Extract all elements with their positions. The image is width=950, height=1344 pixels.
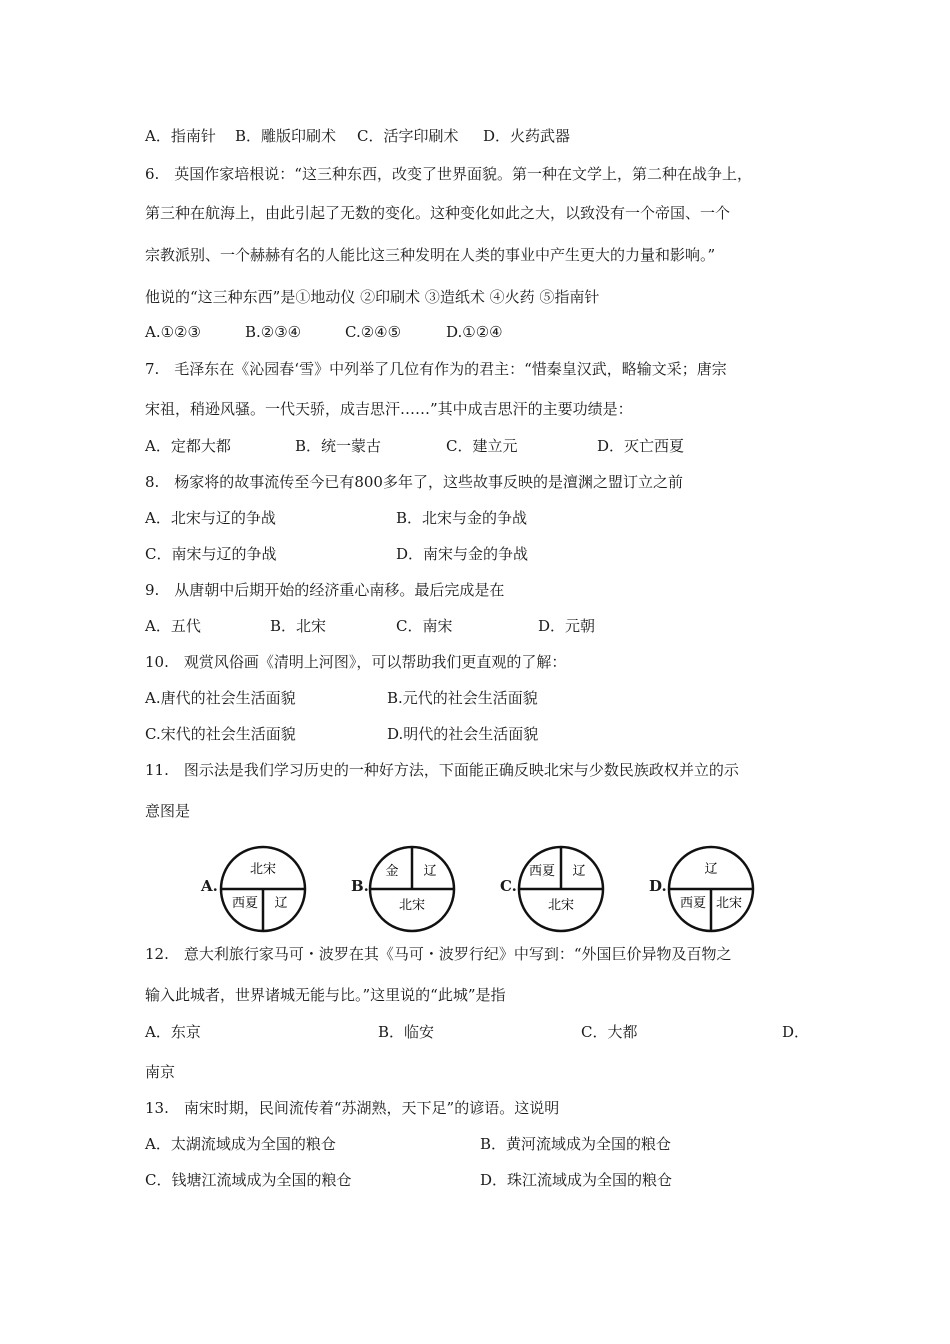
diagram-d-region-bottom-left: 西夏 bbox=[679, 896, 707, 911]
diagram-c-region-top-right: 辽 bbox=[572, 864, 586, 879]
q6-option-d: D.①②④ bbox=[446, 323, 503, 341]
q12-option-b: B．临安 bbox=[378, 1023, 435, 1041]
q8-option-d: D．南宋与金的争战 bbox=[396, 545, 529, 563]
q13-option-a: A．太湖流域成为全国的粮仓 bbox=[145, 1135, 336, 1153]
q12-stem-line-1: 12. 意大利旅行家马可・波罗在其《马可・波罗行纪》中写到：“外国巨价异物及百物之 bbox=[145, 945, 732, 963]
q10-option-a: A.唐代的社会生活面貌 bbox=[145, 689, 296, 707]
diagram-a-region-top: 北宋 bbox=[249, 862, 277, 877]
q8-option-a: A．北宋与辽的争战 bbox=[145, 509, 276, 527]
diagram-b-letter: B. bbox=[351, 877, 369, 895]
diagram-d bbox=[667, 845, 755, 933]
q9-stem: 9. 从唐朝中后期开始的经济重心南移。最后完成是在 bbox=[145, 581, 505, 599]
diagram-b-region-top-left: 金 bbox=[385, 864, 399, 879]
q12-option-d-wrap: 南京 bbox=[145, 1063, 176, 1081]
diagram-c-region-bottom: 北宋 bbox=[547, 898, 575, 913]
q5-option-a: A．指南针 bbox=[145, 127, 216, 145]
q8-option-b: B．北宋与金的争战 bbox=[396, 509, 528, 527]
q5-option-d: D．火药武器 bbox=[483, 127, 571, 145]
q7-option-b: B．统一蒙古 bbox=[295, 437, 382, 455]
q13-option-b: B．黄河流域成为全国的粮仓 bbox=[480, 1135, 672, 1153]
q6-option-b: B.②③④ bbox=[245, 323, 302, 341]
q7-stem-line-1: 7. 毛泽东在《沁园春‘雪》中列举了几位有作为的君主：“惜秦皇汉武，略输文采；唐宗 bbox=[145, 360, 727, 378]
q7-option-c: C．建立元 bbox=[446, 437, 518, 455]
q13-stem: 13. 南宋时期，民间流传着“苏湖熟，天下足”的谚语。这说明 bbox=[145, 1099, 560, 1117]
q11-stem-line-2: 意图是 bbox=[145, 802, 191, 820]
q12-option-a: A．东京 bbox=[145, 1023, 201, 1041]
q12-option-c: C．大都 bbox=[581, 1023, 638, 1041]
diagram-c bbox=[517, 845, 605, 933]
q6-stem-line-1: 6. 英国作家培根说：“这三种东西，改变了世界面貌。第一种在文学上，第二种在战争上， bbox=[145, 165, 752, 183]
q10-option-b: B.元代的社会生活面貌 bbox=[387, 689, 538, 707]
diagram-a-region-bottom-right: 辽 bbox=[274, 896, 288, 911]
q6-stem-line-2: 第三种在航海上，由此引起了无数的变化。这种变化如此之大，以致没有一个帝国、一个 bbox=[145, 204, 731, 222]
q11-stem-line-1: 11. 图示法是我们学习历史的一种好方法，下面能正确反映北宋与少数民族政权并立的示 bbox=[145, 761, 739, 779]
q6-option-c: C.②④⑤ bbox=[345, 323, 402, 341]
q9-option-d: D．元朝 bbox=[538, 617, 596, 635]
q9-option-a: A．五代 bbox=[145, 617, 201, 635]
diagram-b-region-bottom: 北宋 bbox=[398, 898, 426, 913]
q6-option-a: A.①②③ bbox=[145, 323, 201, 341]
q10-option-c: C.宋代的社会生活面貌 bbox=[145, 725, 296, 743]
q10-stem: 10. 观赏风俗画《清明上河图》，可以帮助我们更直观的了解： bbox=[145, 653, 567, 671]
diagram-a-letter: A. bbox=[201, 877, 218, 895]
q5-option-c: C．活字印刷术 bbox=[357, 127, 459, 145]
q6-stem-line-3: 宗教派别、一个赫赫有名的人能比这三种发明在人类的事业中产生更大的力量和影响。” bbox=[145, 246, 716, 264]
q10-option-d: D.明代的社会生活面貌 bbox=[387, 725, 539, 743]
diagram-c-letter: C. bbox=[500, 877, 517, 895]
diagram-b-region-top-right: 辽 bbox=[423, 864, 437, 879]
q9-option-b: B．北宋 bbox=[270, 617, 327, 635]
q6-stem-line-4: 他说的“这三种东西”是①地动仪 ②印刷术 ③造纸术 ④火药 ⑤指南针 bbox=[145, 288, 600, 306]
diagram-c-region-top-left: 西夏 bbox=[528, 864, 556, 879]
q13-option-c: C．钱塘江流域成为全国的粮仓 bbox=[145, 1171, 352, 1189]
diagram-d-region-bottom-right: 北宋 bbox=[715, 896, 743, 911]
diagram-b bbox=[368, 845, 456, 933]
q7-option-d: D．灭亡西夏 bbox=[597, 437, 685, 455]
q8-stem: 8. 杨家将的故事流传至今已有800多年了，这些故事反映的是澶渊之盟订立之前 bbox=[145, 473, 683, 491]
q8-option-c: C．南宋与辽的争战 bbox=[145, 545, 277, 563]
diagram-a bbox=[219, 845, 307, 933]
diagram-d-letter: D. bbox=[649, 877, 667, 895]
q12-stem-line-2: 输入此城者，世界诸城无能与比。”这里说的“此城”是指 bbox=[145, 986, 506, 1004]
q12-option-d: D． bbox=[782, 1023, 810, 1041]
diagram-d-region-top: 辽 bbox=[704, 862, 718, 877]
diagram-a-region-bottom-left: 西夏 bbox=[231, 896, 259, 911]
q7-option-a: A．定都大都 bbox=[145, 437, 231, 455]
q13-option-d: D．珠江流域成为全国的粮仓 bbox=[480, 1171, 673, 1189]
q5-option-b: B．雕版印刷术 bbox=[235, 127, 337, 145]
q7-stem-line-2: 宋祖，稍逊风骚。一代天骄，成吉思汗……”其中成吉思汗的主要功绩是： bbox=[145, 400, 633, 418]
q9-option-c: C．南宋 bbox=[396, 617, 453, 635]
